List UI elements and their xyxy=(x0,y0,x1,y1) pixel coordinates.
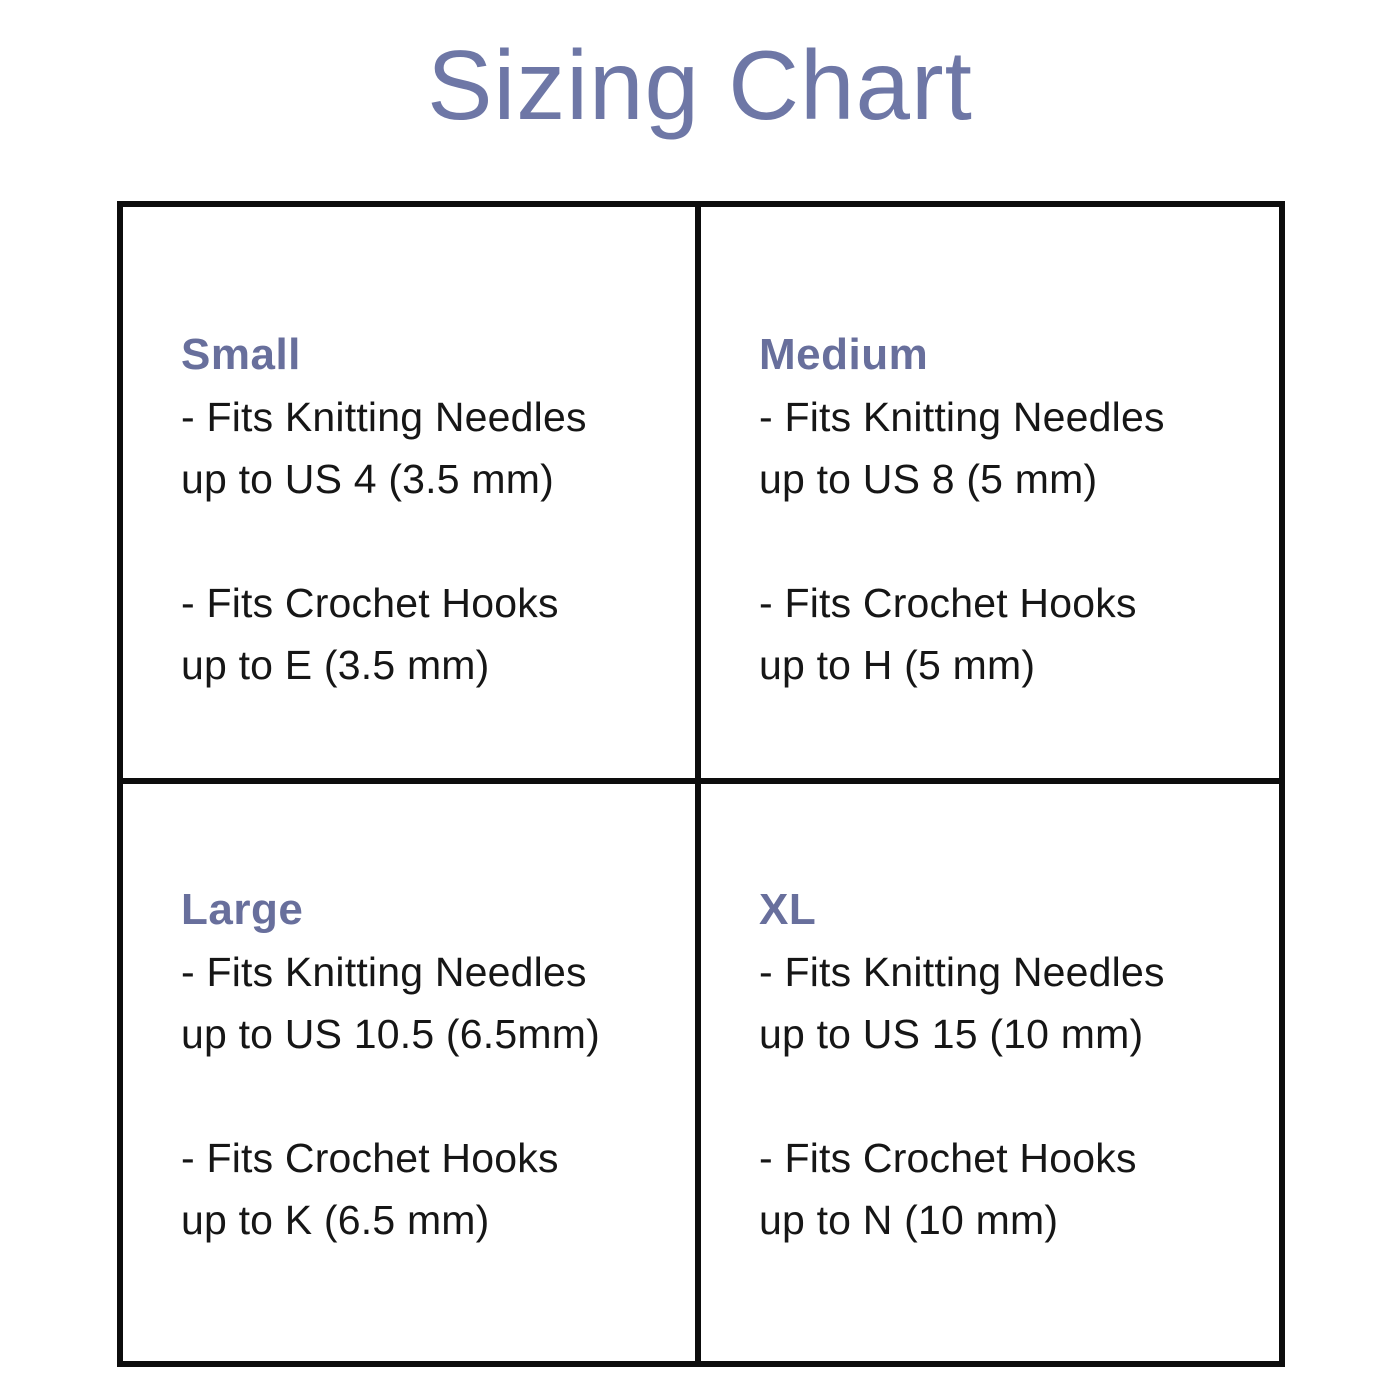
small-hooks-line-2: up to E (3.5 mm) xyxy=(181,642,490,688)
xl-needles-line-2: up to US 15 (10 mm) xyxy=(759,1011,1144,1057)
large-hooks-spec xyxy=(181,1127,667,1251)
size-name-large: Large xyxy=(181,885,304,934)
small-needles-line-1: - Fits Knitting Needles xyxy=(181,394,587,440)
xl-hooks-line-2: up to N (10 mm) xyxy=(759,1197,1059,1243)
sizing-table xyxy=(117,201,1285,1367)
large-needles-line-1: - Fits Knitting Needles xyxy=(181,949,587,995)
large-hooks-line-2: up to K (6.5 mm) xyxy=(181,1197,490,1243)
medium-needles-line-1: - Fits Knitting Needles xyxy=(759,394,1165,440)
medium-hooks-line-2: up to H (5 mm) xyxy=(759,642,1036,688)
xl-hooks-spec xyxy=(759,1127,1251,1251)
size-name-small: Small xyxy=(181,330,301,379)
page-title: Sizing Chart xyxy=(427,30,973,140)
size-cell-large xyxy=(123,784,701,1361)
medium-needles-line-2: up to US 8 (5 mm) xyxy=(759,456,1098,502)
xl-needles-line-1: - Fits Knitting Needles xyxy=(759,949,1165,995)
medium-needles-spec xyxy=(759,386,1251,510)
large-hooks-line-1: - Fits Crochet Hooks xyxy=(181,1135,559,1181)
xl-hooks-line-1: - Fits Crochet Hooks xyxy=(759,1135,1137,1181)
size-cell-xl xyxy=(701,784,1279,1361)
small-hooks-line-1: - Fits Crochet Hooks xyxy=(181,580,559,626)
large-needles-line-2: up to US 10.5 (6.5mm) xyxy=(181,1011,600,1057)
size-cell-medium xyxy=(701,207,1279,784)
large-needles-spec xyxy=(181,941,667,1065)
small-needles-line-2: up to US 4 (3.5 mm) xyxy=(181,456,554,502)
medium-hooks-line-1: - Fits Crochet Hooks xyxy=(759,580,1137,626)
size-name-medium: Medium xyxy=(759,330,929,379)
xl-needles-spec xyxy=(759,941,1251,1065)
small-hooks-spec xyxy=(181,572,667,696)
size-cell-small xyxy=(123,207,701,784)
size-name-xl: XL xyxy=(759,885,817,934)
medium-hooks-spec xyxy=(759,572,1251,696)
small-needles-spec xyxy=(181,386,667,510)
